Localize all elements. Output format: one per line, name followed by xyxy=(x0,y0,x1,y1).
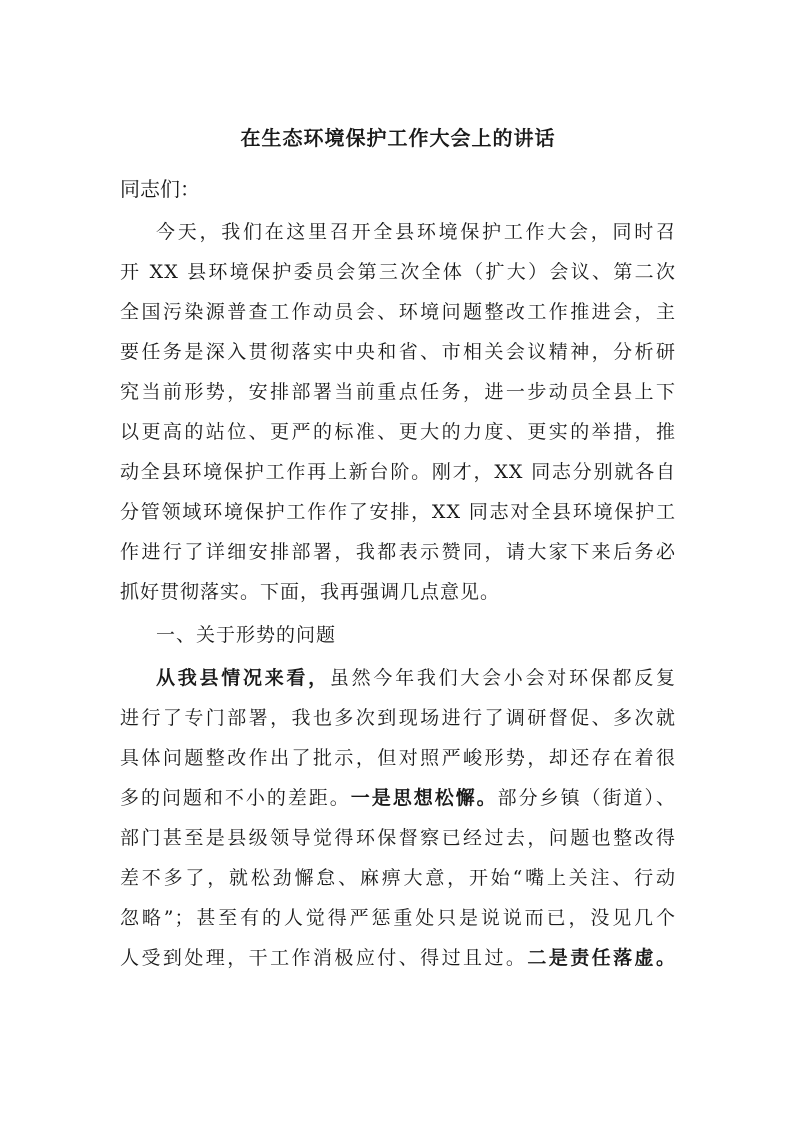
paragraph-line xyxy=(120,943,676,973)
paragraph-line: 要任务是深入贯彻落实中央和省、市相关会议精神，分析研 xyxy=(120,341,676,363)
line-text: 虽然今年我们大会小会对环保都反复 xyxy=(329,667,676,689)
salutation: 同志们： xyxy=(120,177,200,201)
line-text: 多的问题和不小的差距。 xyxy=(120,787,351,809)
paragraph-line: 抓好贯彻落实。下面，我再强调几点意见。 xyxy=(120,581,501,603)
paragraph-line: 部门甚至是县级领导觉得环保督察已经过去，问题也整改得 xyxy=(120,827,676,849)
bold-point: 二是责任落虚。 xyxy=(527,947,676,969)
paragraph-line: 今天，我们在这里召开全县环境保护工作大会，同时召 xyxy=(156,221,676,243)
paragraph-line: 以更高的站位、更严的标准、更大的力度、更实的举措，推 xyxy=(120,421,676,443)
paragraph-line: 进行了专门部署，我也多次到现场进行了调研督促、多次就 xyxy=(120,707,676,729)
paragraph-line: 作进行了详细安排部署，我都表示赞同，请大家下来后务必 xyxy=(120,541,676,563)
paragraph-line xyxy=(120,783,676,813)
paragraph-line: 具体问题整改作出了批示，但对照严峻形势，却还存在着很 xyxy=(120,747,676,769)
line-text: 人受到处理，干工作消极应付、得过且过。 xyxy=(120,947,528,969)
paragraph-line xyxy=(120,663,676,693)
paragraph-line: 动全县环境保护工作再上新台阶。刚才，XX 同志分别就各自 xyxy=(120,461,676,483)
paragraph-line: 究当前形势，安排部署当前重点任务，进一步动员全县上下 xyxy=(120,381,676,403)
bold-lead: 从我县情况来看， xyxy=(156,667,330,689)
bold-point: 一是思想松懈。 xyxy=(350,787,498,809)
section-heading: 一、关于形势的问题 xyxy=(156,624,337,646)
paragraph-line: 忽略”；甚至有的人觉得严惩重处只是说说而已，没见几个 xyxy=(120,907,676,929)
document-title: 在生态环境保护工作大会上的讲话 xyxy=(240,126,556,150)
paragraph-line: 分管领域环境保护工作作了安排，XX 同志对全县环境保护工 xyxy=(120,501,676,523)
paragraph-line: 差不多了，就松劲懈怠、麻痹大意，开始“嘴上关注、行动 xyxy=(120,867,676,889)
paragraph-line: 开 XX 县环境保护委员会第三次全体（扩大）会议、第二次 xyxy=(120,261,676,283)
paragraph-line: 全国污染源普查工作动员会、环境问题整改工作推进会，主 xyxy=(120,301,676,323)
line-text: 部分乡镇（街道）、 xyxy=(497,787,676,809)
